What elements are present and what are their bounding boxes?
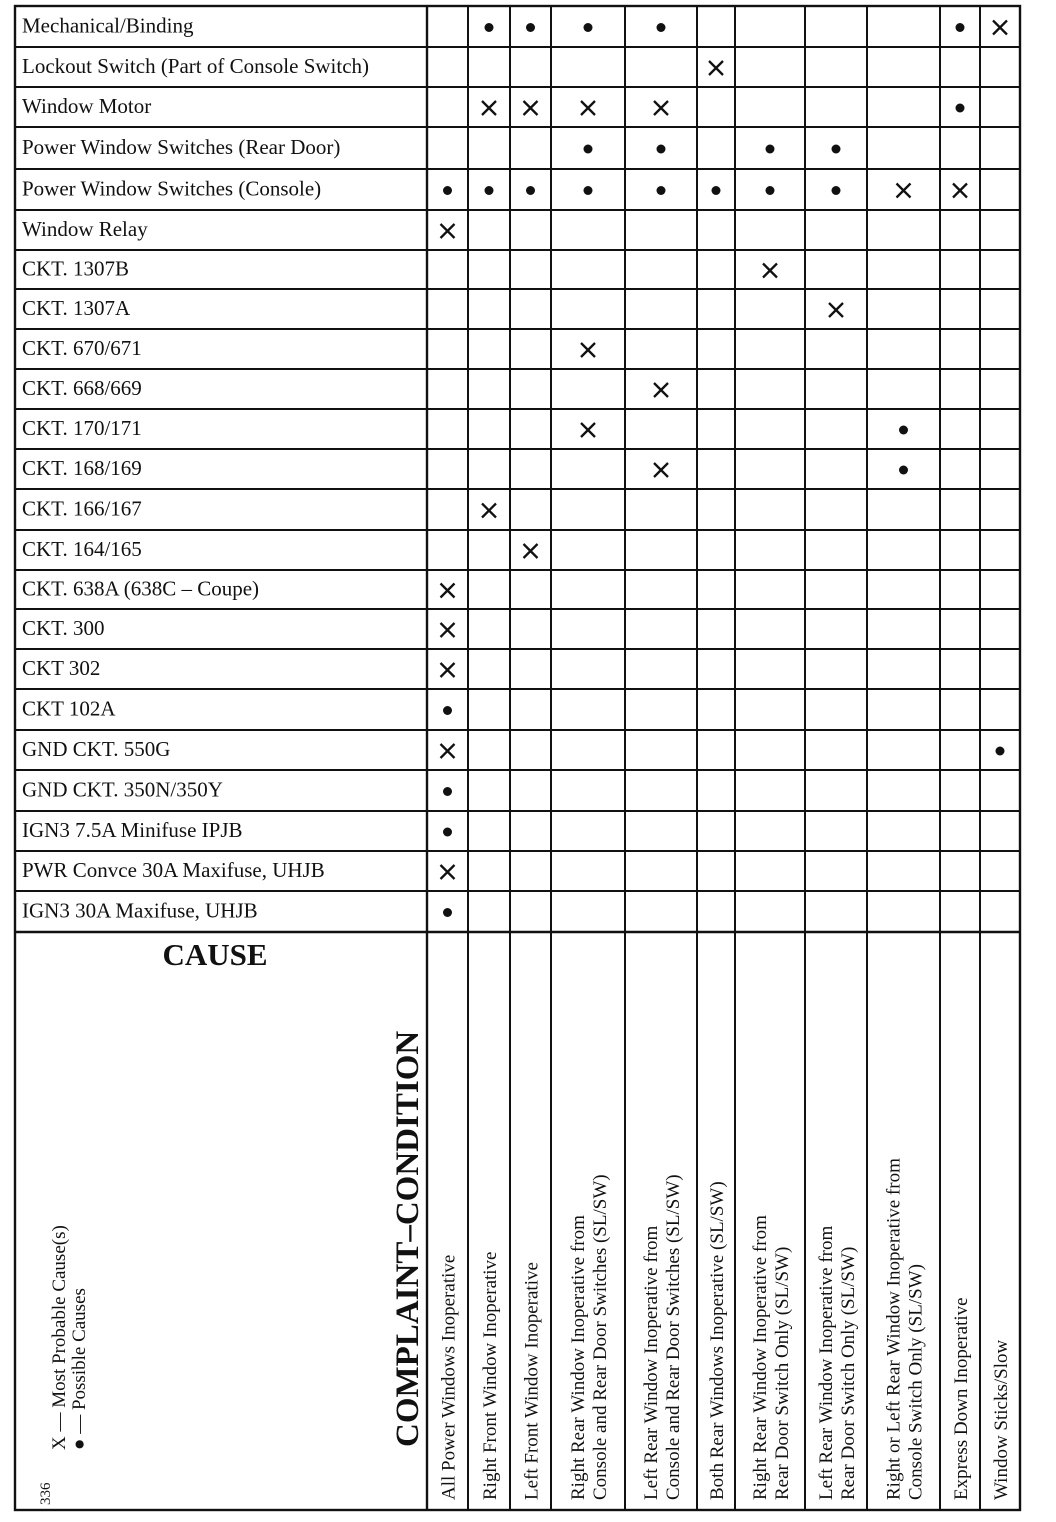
possible-cause-dot <box>657 186 666 195</box>
legend-most-probable: X — Most Probable Cause(s) <box>49 1225 70 1450</box>
page-number: 336 <box>38 1482 54 1505</box>
cause-row-label: Mechanical/Binding <box>22 13 194 38</box>
cause-row-label: CKT. 170/171 <box>22 416 142 440</box>
cause-row-label: IGN3 7.5A Minifuse IPJB <box>22 818 243 842</box>
most-probable-mark <box>581 423 595 437</box>
complaint-column-header: All Power Windows Inoperative <box>438 1254 460 1500</box>
most-probable-mark <box>441 224 455 238</box>
cause-labels <box>22 14 369 923</box>
cause-row-label: CKT. 164/165 <box>22 537 142 561</box>
complaint-column-header: Rear Door Switch Only (SL/SW) <box>772 1246 793 1500</box>
possible-cause-dot <box>712 186 721 195</box>
complaint-condition-heading: COMPLAINT–CONDITION <box>390 1030 426 1447</box>
cause-row-label: CKT. 1307B <box>22 256 129 281</box>
complaint-column-header: Right Rear Window Inoperative from <box>568 1215 589 1500</box>
possible-cause-dot <box>832 145 841 154</box>
most-probable-mark <box>654 101 668 115</box>
complaint-column-header: Both Rear Windows Inoperative (SL/SW) <box>707 1181 728 1500</box>
cause-row-label: CKT. 166/167 <box>22 496 142 521</box>
complaint-column-header: Left Front Window Inoperative <box>521 1262 543 1500</box>
complaint-column-header: Console and Rear Door Switches (SL/SW) <box>663 1174 684 1500</box>
cause-row-label: CKT. 300 <box>22 616 105 640</box>
possible-cause-dot <box>899 426 908 435</box>
complaint-column-header: Console and Rear Door Switches (SL/SW) <box>590 1174 611 1500</box>
possible-cause-dot <box>443 787 452 796</box>
complaint-column-header: Express Down Inoperative <box>951 1297 972 1500</box>
cause-row-label: CKT. 668/669 <box>22 376 142 400</box>
most-probable-mark <box>654 463 668 477</box>
complaint-column-header: Window Sticks/Slow <box>991 1339 1012 1500</box>
complaint-column-header: Right Rear Window Inoperative from <box>750 1215 771 1500</box>
possible-cause-dot <box>657 145 666 154</box>
most-probable-mark <box>654 383 668 397</box>
complaint-column-header: Right or Left Rear Window Inoperative from <box>883 1158 905 1500</box>
possible-cause-dot <box>584 186 593 195</box>
cell-marks <box>441 21 1008 918</box>
legend-possible: ● — Possible Causes <box>69 1288 90 1450</box>
possible-cause-dot <box>526 186 535 195</box>
possible-cause-dot <box>956 23 965 32</box>
cause-row-label: CKT 102A <box>22 696 116 721</box>
complaint-column-header: Rear Door Switch Only (SL/SW) <box>838 1246 859 1500</box>
most-probable-mark <box>581 101 595 115</box>
most-probable-mark <box>441 584 455 598</box>
most-probable-mark <box>482 504 496 518</box>
cause-row-label: CKT. 638A (638C – Coupe) <box>22 576 260 601</box>
most-probable-mark <box>709 61 723 75</box>
possible-cause-dot <box>996 747 1005 756</box>
most-probable-mark <box>524 101 538 115</box>
possible-cause-dot <box>443 186 452 195</box>
possible-cause-dot <box>899 466 908 475</box>
complaint-column-header: Left Rear Window Inoperative from <box>641 1225 662 1500</box>
possible-cause-dot <box>584 23 593 32</box>
most-probable-mark <box>829 303 843 317</box>
complaint-column-header: Right Front Window Inoperative <box>480 1251 501 1500</box>
most-probable-mark <box>763 264 777 278</box>
cause-row-label: Power Window Switches (Console) <box>22 176 322 201</box>
most-probable-mark <box>441 623 455 637</box>
most-probable-mark <box>953 184 967 198</box>
possible-cause-dot <box>657 23 666 32</box>
cause-row-label: Window Motor <box>22 94 152 118</box>
cause-row-label: CKT 302 <box>22 656 101 680</box>
cause-row-label: Power Window Switches (Rear Door) <box>22 135 341 159</box>
possible-cause-dot <box>956 104 965 113</box>
cause-row-label: IGN3 30A Maxifuse, UHJB <box>22 898 258 923</box>
cause-row-label: GND CKT. 350N/350Y <box>22 777 223 802</box>
most-probable-mark <box>524 544 538 558</box>
most-probable-mark <box>441 663 455 677</box>
most-probable-mark <box>581 343 595 357</box>
possible-cause-dot <box>584 145 593 154</box>
cause-row-label: CKT. 670/671 <box>22 336 142 360</box>
cause-row-label: PWR Convce 30A Maxifuse, UHJB <box>22 858 325 882</box>
possible-cause-dot <box>832 186 841 195</box>
possible-cause-dot <box>766 145 775 154</box>
cause-row-label: GND CKT. 550G <box>22 737 171 761</box>
complaint-headers <box>439 1158 1013 1500</box>
most-probable-mark <box>441 865 455 879</box>
complaint-column-header: Console Switch Only (SL/SW) <box>905 1264 927 1500</box>
possible-cause-dot <box>766 186 775 195</box>
possible-cause-dot <box>485 23 494 32</box>
possible-cause-dot <box>443 706 452 715</box>
most-probable-mark <box>441 744 455 758</box>
cause-row-label: CKT. 168/169 <box>22 456 142 480</box>
cause-row-label: Lockout Switch (Part of Console Switch) <box>22 54 370 78</box>
most-probable-mark <box>482 101 496 115</box>
possible-cause-dot <box>485 186 494 195</box>
complaint-column-header: Left Rear Window Inoperative from <box>816 1225 837 1500</box>
cause-heading: CAUSE <box>162 937 268 972</box>
most-probable-mark <box>993 21 1007 35</box>
possible-cause-dot <box>443 908 452 917</box>
cause-row-label: Window Relay <box>22 217 148 241</box>
most-probable-mark <box>897 184 911 198</box>
possible-cause-dot <box>526 23 535 32</box>
cause-row-label: CKT. 1307A <box>22 296 131 320</box>
possible-cause-dot <box>443 828 452 837</box>
